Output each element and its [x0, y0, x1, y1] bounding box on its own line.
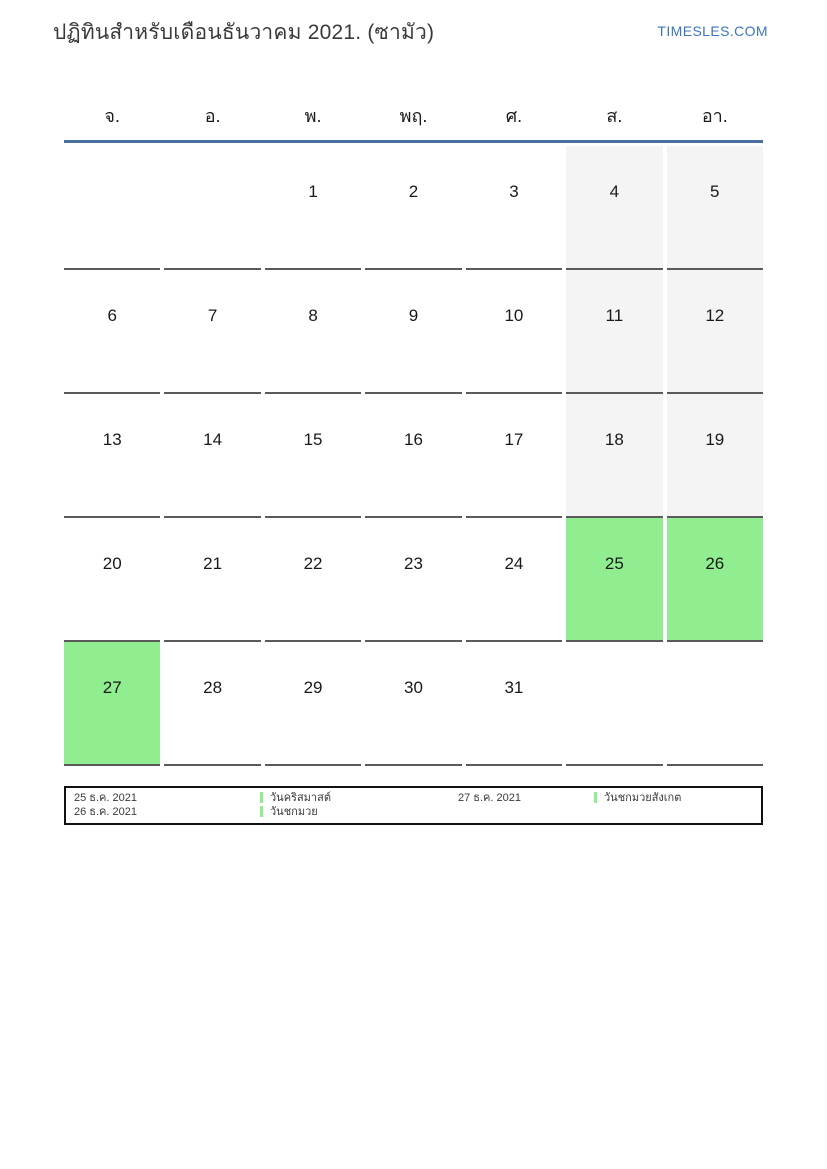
day-number: 19: [705, 430, 725, 449]
legend-holiday-name: วันชกมวย: [270, 805, 318, 818]
day-number: 8: [308, 306, 318, 325]
day-number: 21: [203, 554, 223, 573]
empty-day-cell: [64, 146, 160, 270]
weekday-header: ศ.: [505, 106, 523, 126]
day-number: 25: [604, 554, 624, 573]
day-number: 13: [102, 430, 122, 449]
day-number: 20: [102, 554, 122, 573]
day-cell: [164, 642, 260, 766]
day-number: 10: [504, 306, 524, 325]
legend-date: 27 ธ.ค. 2021: [458, 792, 522, 804]
weekday-header-row: [64, 88, 763, 143]
day-number: 24: [504, 554, 524, 573]
day-number: 22: [303, 554, 323, 573]
day-cell: [566, 394, 662, 518]
day-number: 28: [203, 678, 223, 697]
day-cell: [365, 394, 461, 518]
day-cell: [265, 642, 361, 766]
day-number: 7: [207, 306, 218, 325]
day-cell: [265, 270, 361, 394]
day-number: 6: [107, 306, 117, 325]
holiday-marker-icon: [260, 806, 263, 817]
calendar: [64, 88, 763, 766]
day-number: 16: [404, 430, 423, 449]
day-number: 26: [705, 554, 725, 573]
day-cell: [566, 146, 662, 270]
day-cell: [365, 270, 461, 394]
empty-day-cell: [164, 146, 260, 270]
day-number: 31: [504, 678, 524, 697]
weekday-header: ส.: [606, 106, 623, 126]
day-number: 1: [308, 182, 318, 201]
day-cell: [164, 518, 260, 642]
day-cell: [365, 518, 461, 642]
day-number: 17: [504, 430, 524, 449]
day-number: 2: [408, 182, 419, 201]
page-title: ปฏิทินสำหรับเดือนธันวาคม 2021. (ซามัว): [53, 21, 435, 44]
legend-date: 26 ธ.ค. 2021: [74, 805, 138, 818]
empty-day-cell: [566, 642, 662, 766]
day-cell: [667, 270, 763, 394]
holiday-legend: [64, 786, 763, 825]
legend-holiday-name: วันชกมวยสังเกต: [604, 792, 682, 804]
day-cell: [365, 146, 461, 270]
day-number: 5: [710, 182, 720, 201]
weekday-header: อ.: [204, 106, 221, 126]
day-number: 3: [509, 182, 519, 201]
weekday-header: อา.: [701, 106, 728, 126]
legend-holiday-name: วันคริสมาสต์: [270, 792, 331, 804]
day-number: 9: [408, 306, 419, 325]
weekday-header: พ.: [304, 106, 322, 126]
day-cell: [265, 394, 361, 518]
legend-item: [260, 806, 458, 820]
day-cell: [466, 270, 562, 394]
day-cell: [667, 518, 763, 642]
day-cell: [466, 146, 562, 270]
day-number: 4: [609, 182, 620, 201]
day-number: 30: [404, 678, 423, 697]
holiday-marker-icon: [260, 792, 263, 803]
day-cell: [466, 642, 562, 766]
day-number: 18: [604, 430, 624, 449]
day-number: 27: [102, 678, 122, 697]
day-cell: [667, 146, 763, 270]
day-cell: [466, 518, 562, 642]
legend-names-right: [594, 792, 757, 819]
legend-dates-right: [458, 792, 594, 819]
calendar-grid: [64, 146, 763, 766]
weekday-header: พฤ.: [399, 106, 428, 126]
legend-dates-left: [74, 792, 260, 819]
day-cell: [466, 394, 562, 518]
day-cell: [265, 146, 361, 270]
day-cell: [265, 518, 361, 642]
legend-date: 25 ธ.ค. 2021: [74, 792, 138, 804]
day-cell: [365, 642, 461, 766]
day-number: 12: [705, 306, 725, 325]
legend-item: [260, 792, 458, 806]
day-cell: [64, 642, 160, 766]
day-cell: [64, 518, 160, 642]
weekday-header: จ.: [104, 106, 120, 126]
site-link[interactable]: TIMESLES.COM: [657, 23, 768, 39]
day-cell: [667, 394, 763, 518]
day-number: 11: [605, 306, 624, 325]
day-cell: [64, 270, 160, 394]
day-number: 14: [203, 430, 223, 449]
empty-day-cell: [667, 642, 763, 766]
legend-item: [594, 792, 757, 806]
day-cell: [164, 394, 260, 518]
day-number: 23: [404, 554, 423, 573]
day-cell: [566, 518, 662, 642]
day-cell: [566, 270, 662, 394]
legend-names-left: [260, 792, 458, 819]
day-number: 15: [303, 430, 323, 449]
day-number: 29: [303, 678, 323, 697]
holiday-marker-icon: [594, 792, 597, 803]
day-cell: [164, 270, 260, 394]
day-cell: [64, 394, 160, 518]
